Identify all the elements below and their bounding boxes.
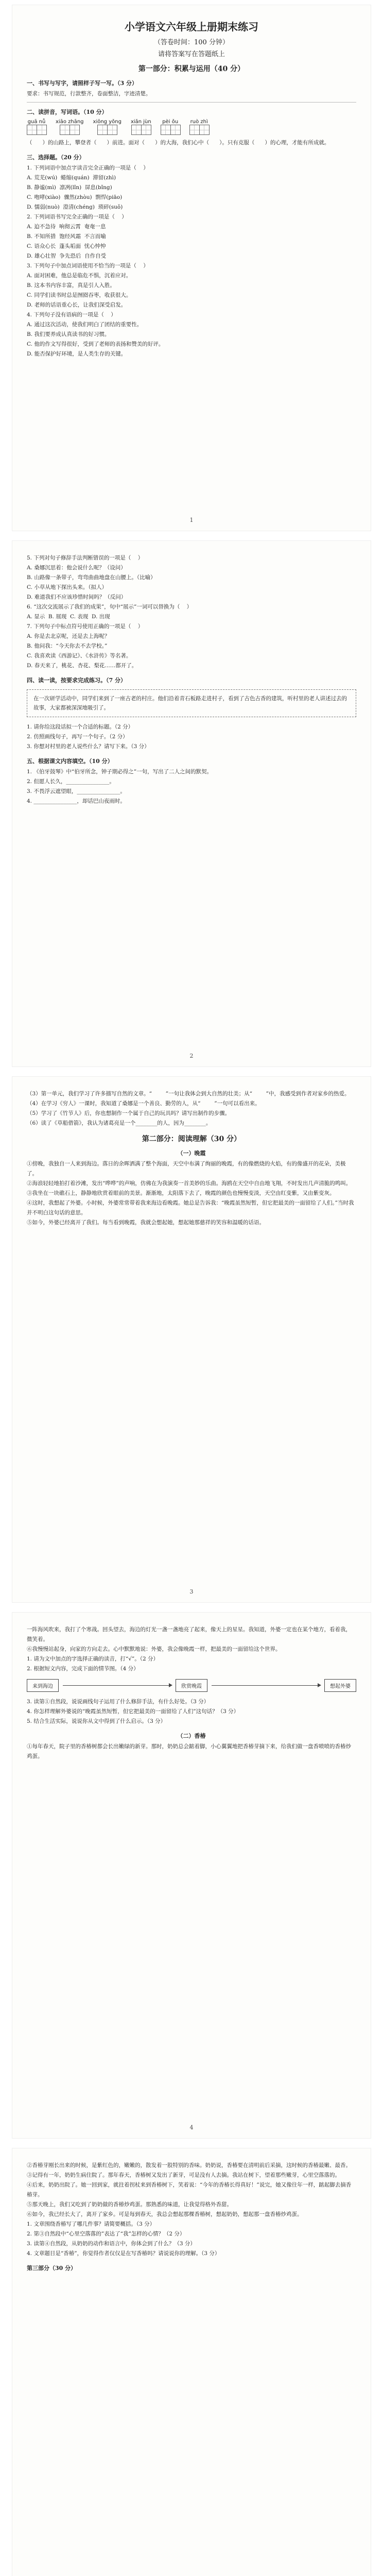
page-3-text: （3）第一单元，我们学习了许多描写自然的文章。“ ”一句让我体会到大自然的壮美；从“ ”中，我感受到作者对家乡的热爱。 （4）在学习《穷人》一课时，我知道了桑娜是一个善良、勤劳的人，从“ ”一句可以看出来。 （5）学习了《竹节人》后，你也想制作一个属于自己的玩具吗？请写出制作的步骤。 （6）读了《草船借箭》，我认为诸葛亮是一个________的人，因为________。 — [27, 1091, 350, 1126]
flow-step: 来到海边 — [27, 1679, 59, 1692]
exam-page-5 — [12, 2148, 371, 2576]
pinyin-item: xiǎn jùn — [131, 119, 151, 135]
flow-arrow — [63, 1685, 171, 1686]
reading-1-questions-2: 3. 读第①自然段，说说画线句子运用了什么修辞手法，有什么好处。（3 分） 4. 你怎样理解外婆说的“晚霞虽然短暂，但它把最美的一面留给了人们”这句话？（3 分） 5. 结合生活实际，说说你从文中得到了什么启示。（3 分） — [27, 1699, 239, 1724]
pinyin-item: xiōng yǒng — [93, 119, 121, 135]
exam-page-2 — [12, 541, 371, 1066]
question-4: 四、读一读，按要求完成练习。（7 分） — [27, 677, 126, 684]
page-4-text: 一阵海风吹来，我打了个寒战。回头望去，海边的灯光一盏一盏地亮了起来，像天上的星星。我知道，外婆一定也在某个地方，看着我，微笑着。 ⑥我慢慢站起身，向家的方向走去。心中默默地说：外婆，我会像晚霞一样，把最美的一面留给这个世界。 — [27, 1626, 351, 1652]
reading-1-questions: 1. 请为文中加点的字选择正确的读音，打“√”。（2 分） 2. 根据短文内容，完成下面的情节图。（4 分） — [27, 1656, 159, 1672]
flow-step: 欣赏晚霞 — [176, 1679, 207, 1692]
pinyin-item: xiāo zhāng — [56, 119, 84, 135]
question-1-text: 要求：书写规范，行款整齐，卷面整洁，字迹清楚。 — [27, 91, 151, 97]
part2-title: 第二部分：阅读理解（30 分） — [142, 1135, 241, 1143]
pinyin-item: ruò zhì — [189, 119, 209, 135]
question-3-continued: 5. 下列对句子修辞手法判断错误的一项是（ ） A. 桑娜沉思着：他会说什么呢？（设问） B. 山路像一条带子，弯弯曲曲地盘在山腰上。（比喻） C. 小草从地下探出头来。（拟人） D. 难道我们不应该珍惜时间吗？（反问） 6. “这次交流展示了我们的成果”，句中“展示”一词可以替换为（ ） A. 显示 B. 展现 C. 表现 D. 出现 7. 下列句子中标点符号使用正确的一项是（ ） A. 你是去北京呢，还是去上海呢？ B. 他问我：“今天你去不去学校。” C. 我喜欢读《西游记》、《水浒传》等名著。 D. 春天来了，桃花、杏花、梨花……都开了。 — [27, 555, 193, 669]
question-5: 五、根据课文内容填空。（10 分） — [27, 758, 113, 765]
pinyin-item: pèi ǒu — [161, 119, 180, 135]
page-title: 小学语文六年级上册期末练习 — [125, 21, 258, 33]
exam-page-1 — [12, 5, 371, 531]
reading-2-title: （二）香椿 — [177, 1733, 206, 1739]
reading-1-title: （一）晚霞 — [177, 1150, 206, 1157]
flow-step: 想起外婆 — [324, 1679, 356, 1692]
part-label: 第三部分（30 分） — [27, 2265, 77, 2272]
plot-flowchart — [12, 1679, 371, 1692]
exam-page-3 — [12, 1077, 371, 1602]
page-number: 2 — [189, 1053, 194, 1059]
pinyin-row — [12, 119, 371, 135]
question-2: 二、读拼音，写词语。（10 分） — [27, 109, 108, 115]
page-number: 1 — [189, 517, 194, 523]
page-number: 3 — [189, 1588, 194, 1595]
question-5-items: 1. 《伯牙鼓琴》中“伯牙所念，钟子期必得之”一句，写出了二人之间的默契。 2. 但愿人长久，________________。 3. 不畏浮云遮望眼，________________。 4. ________________，却话巴山夜雨时。 — [27, 769, 213, 804]
pinyin-item: guā nǚ — [27, 119, 46, 135]
question-3-items: 1. 下列词语中加点字读音完全正确的一项是（ ） A. 荒芜(wú) 蜷缩(quán) 滞留(zhì) B. 静谧(mì) 凛冽(lǐn) 屏息(bǐng) C. 咆哮(xiào) 骤然(zhòu) 剽悍(piāo) D. 懦弱(nuò) 澄清(chéng) 琐碎(suǒ) 2. 下列词语书写完全正确的一项是（ ） A. 迫不急待 响彻云霄 奄奄一息 B. 不知所措 饱经风霜 不言而喻 C. 语众心长 蓬头垢面 忧心忡忡 D. 雄心壮智 争先恐后 自作自受 3. 下列句子中加点词语使用不恰当的一项是（ ） A. 面对困难，他总是临危不惧，沉着应对。 B. 这本书内容丰富，真是引人入胜。 C. 同学们读书时总是囫囵吞枣，收获很大。 D. 老师的话语重心长，让我们深受启发。 4. 下列句子没有语病的一项是（ ） A. 通过这次活动，使我们明白了团结的重要性。 B. 我们要养成认真读书的好习惯。 C. 他的作文写得很好，受到了老师的表扬和赞美的好评。 D. 能否保护好环境，是人类生存的关键。 — [27, 165, 164, 357]
page-number: 4 — [189, 2124, 194, 2131]
question-3: 三、选择题。（20 分） — [27, 154, 85, 161]
reading-2-text-continued: ②香椿芽刚长出来的时候，是紫红色的，嫩嫩的，散发着一股特别的香味。奶奶说，香椿要在清明前后采摘，这时候的香椿最嫩、最香。 ③记得有一年，奶奶生病住院了。那年春天，香椿树又发出了新芽，可是没有人去摘。我站在树下，望着那些嫩芽，心里空落落的。 ④后来，奶奶出院了。她一回到家，就拄着拐杖来到香椿树下，笑着说：“今年的香椿长得真好！”说完，她又像往年一样，踮起脚去摘香椿芽。 ⑤那天晚上，我们又吃到了奶奶做的香椿炒鸡蛋。那熟悉的味道，让我觉得格外香甜。 ⑥如今，我已经长大了，离开了家乡。可是每到春天，我总会想起那棵香椿树，想起奶奶，想起那一盘香椿炒鸡蛋。 — [27, 2162, 352, 2217]
reading-box: 在一次研学活动中，同学们来到了一座古老的村庄。他们沿着青石板路走进村子，看到了古色古香的建筑，听村里的老人讲述过去的故事，大家都被深深地吸引了。 — [27, 689, 356, 717]
exam-page-4 — [12, 1613, 371, 2138]
flow-arrow — [212, 1685, 320, 1686]
reading-1-text: ①傍晚，我独自一人来到海边。落日的余晖洒满了整个海面，天空中布满了绚丽的晚霞，有的像燃烧的火焰，有的像盛开的花朵，美极了。 ②海浪轻轻地拍打着沙滩，发出“哗哗”的声响，仿佛在为我演奏一首美妙的乐曲。海鸥在天空中自由地飞翔，不时发出几声清脆的鸣叫。 ③我坐在一块礁石上，静静地欣赏着眼前的美景。渐渐地，太阳落下去了，晚霞的颜色也慢慢变淡，天空由红变紫，又由紫变灰。 ④这时，我想起了外婆。小时候，外婆常常带着我来海边看晚霞。她总是告诉我：“晚霞虽然短暂，但它把最美的一面留给了人们。”当时我并不明白这句话的意思。 ⑤如今，外婆已经离开了我们。每当看到晚霞，我就会想起她，想起她那慈祥的笑容和温暖的话语。 — [27, 1161, 354, 1226]
part1-title: 第一部分：积累与运用（40 分） — [138, 65, 245, 73]
question-4-items: 1. 请你给这段话拟一个合适的标题。（2 分） 2. 仿照画线句子，再写一个句子。（2 分） 3. 你想对村里的老人说些什么？请写下来。（3 分） — [27, 724, 150, 750]
reading-2-questions: 1. 文章围绕香椿写了哪几件事？请简要概括。（3 分） 2. 第③自然段中“心里空落落的”表达了“我”怎样的心情？（2 分） 3. 读第④自然段，从奶奶的动作和语言中，你体会到了什么？（3 分） 4. 文章题目是“香椿”，你觉得作者仅仅是在写香椿吗？请说说你的理解。（3 分） — [27, 2221, 220, 2257]
exam-duration: （答卷时间：100 分钟） — [154, 39, 229, 46]
question-2-text: （ ）的山路上，攀登者（ ）前进。面对（ ）的大海，我们心中（ ）。只有克服（ ）的心理，才能有所成就。 — [27, 140, 330, 146]
question-1: 一、书写与写字，请照样子写一写。（3 分） — [27, 80, 137, 87]
divider — [27, 102, 356, 103]
answer-note: 请将答案写在答题纸上 — [158, 50, 225, 58]
reading-2-text: ①每年春天，院子里的香椿树都会长出嫩绿的新芽。那时，奶奶总会踮着脚，小心翼翼地把香椿芽摘下来，给我们做一盘香喷喷的香椿炒鸡蛋。 — [27, 1743, 351, 1759]
